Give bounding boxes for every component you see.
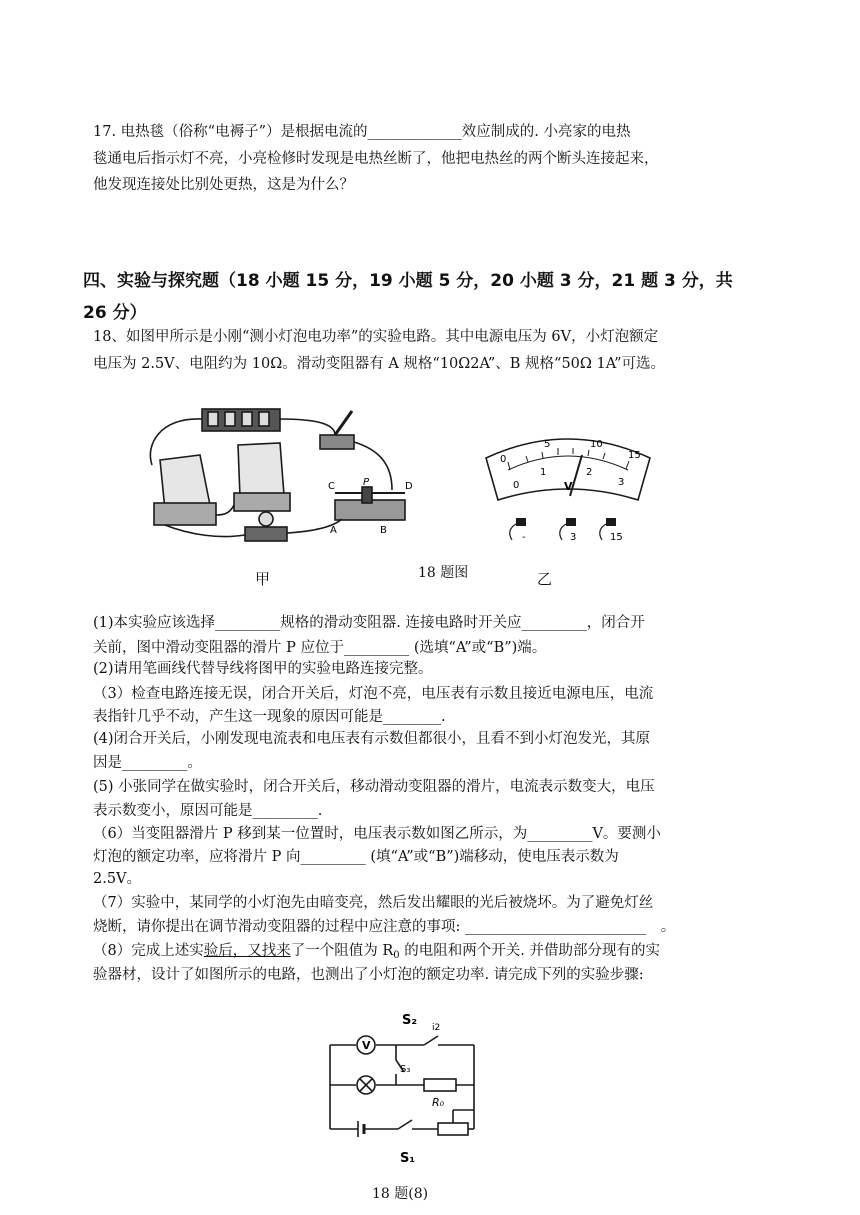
section-heading-line-1: 四、实验与探究题（18 小题 15 分，19 小题 5 分，20 小题 3 分，21 题 3 分，共 [83,271,733,291]
q18-part1-line-1: (1)本实验应该选择_________规格的滑动变阻器. 连接电路时开关应_________，闭合开 [93,615,645,631]
figure-caption-yi: 乙 [537,570,553,588]
q18-part8-underlined: 验后，又找来 [203,943,291,959]
dial-unit-label: V [564,480,573,493]
figure-circuit-diagram [312,1012,502,1172]
q18-intro-line-2: 电压为 2.5V、电阻约为 10Ω。滑动变阻器有 A 规格“10Ω2A”、B 规格“50Ω 1A”可选。 [93,356,666,372]
dial-tick-top-15: 15 [628,450,641,461]
q18-part3-line-2: 表指针几乎不动，产生这一现象的原因可能是________. [93,709,446,725]
q18-part6-line-1: （6）当变阻器滑片 P 移到某一位置时，电压表示数如图乙所示，为_________V。要测小 [93,826,661,842]
q18-part8-text-a: （8）完成上述实 [93,943,204,959]
rheostat-label-c: C [328,481,335,492]
dial-tick-bottom-0: 0 [513,480,520,491]
switch-s2-mark: i2 [432,1023,441,1033]
rheostat-label-p: P [363,477,370,488]
terminal-3: 3 [570,532,577,543]
switch-s2-label: S₂ [402,1013,418,1028]
figure-caption-jia: 甲 [255,570,271,588]
dial-tick-top-10: 10 [590,439,603,450]
q18-part6-line-2: 灯泡的额定功率，应将滑片 P 向_________ (填“A”或“B”)端移动，使电压表示数为 [93,849,619,865]
q18-part8-subscript: 0 [393,950,400,961]
q17-line-3: 他发现连接处比别处更热，这是为什么？ [93,177,354,193]
q18-part8-text-b: 了一个阻值为 R [290,943,394,959]
q18-part7-line-2: 烧断，请你提出在调节滑动变阻器的过程中应注意的事项: _________________________ 。 [93,919,676,935]
rheostat-label-d: D [405,481,413,492]
switch-s3-label: S₃ [400,1064,411,1075]
dial-tick-bottom-2: 2 [586,467,593,478]
q17-line-1: 17. 电热毯（俗称“电褥子”）是根据电流的_____________效应制成的. 小亮家的电热 [93,124,631,140]
dial-tick-top-0: 0 [500,454,507,465]
q18-part6-line-3: 2.5V。 [93,871,142,887]
q18-part8-line-1 [93,941,660,966]
figure-voltmeter-dial [478,428,658,558]
resistor-r0-label: R₀ [432,1096,445,1109]
q18-part3-line-1: （3）检查电路连接无误，闭合开关后，灯泡不亮，电压表有示数且接近电源电压，电流 [93,686,654,702]
section-heading-line-2: 26 分） [83,303,147,323]
q18-part8-line-2: 验器材，设计了如图所示的电路，也测出了小灯泡的额定功率. 请完成下列的实验步骤: [93,967,644,983]
q18-part1-line-2: 关前，图中滑动变阻器的滑片 P 应位于_________ (选填“A”或“B”)端。 [93,640,547,656]
q18-part5-line-1: (5) 小张同学在做实验时，闭合开关后，移动滑动变阻器的滑片，电流表示数变大，电压 [93,779,655,795]
terminal-15: 15 [610,532,623,543]
q18-intro-line-1: 18、如图甲所示是小刚“测小灯泡电功率”的实验电路。其中电源电压为 6V，小灯泡额定 [93,329,659,345]
q18-part4-line-1: (4)闭合开关后，小刚发现电流表和电压表有示数但都很小，且看不到小灯泡发光，其原 [93,731,651,747]
q18-part7-line-1: （7）实验中，某同学的小灯泡先由暗变亮，然后发出耀眼的光后被烧坏。为了避免灯丝 [93,895,654,911]
voltmeter-symbol-label: V [362,1039,371,1052]
figure-caption-18: 18 题图 [418,565,469,581]
terminal-minus: - [522,532,526,543]
dial-tick-bottom-3: 3 [618,477,625,488]
q17-line-2: 毯通电后指示灯不亮，小亮检修时发现是电热丝断了，他把电热丝的两个断头连接起来， [93,151,659,167]
q18-part8-text-c: 的电阻和两个开关. 并借助部分现有的实 [399,943,660,959]
switch-s1-label: S₁ [400,1151,416,1166]
q18-part4-line-2: 因是_________。 [93,755,202,771]
rheostat-label-b: B [380,525,387,536]
dial-tick-top-5: 5 [544,439,551,450]
rheostat-label-a: A [330,525,337,536]
q18-part5-line-2: 表示数变小，原因可能是_________. [93,803,323,819]
q18-part2: (2)请用笔画线代替导线将图甲的实验电路连接完整。 [93,661,433,677]
figure-caption-18-8: 18 题(8) [372,1186,429,1202]
dial-tick-bottom-1: 1 [540,467,547,478]
figure-apparatus [130,405,420,555]
